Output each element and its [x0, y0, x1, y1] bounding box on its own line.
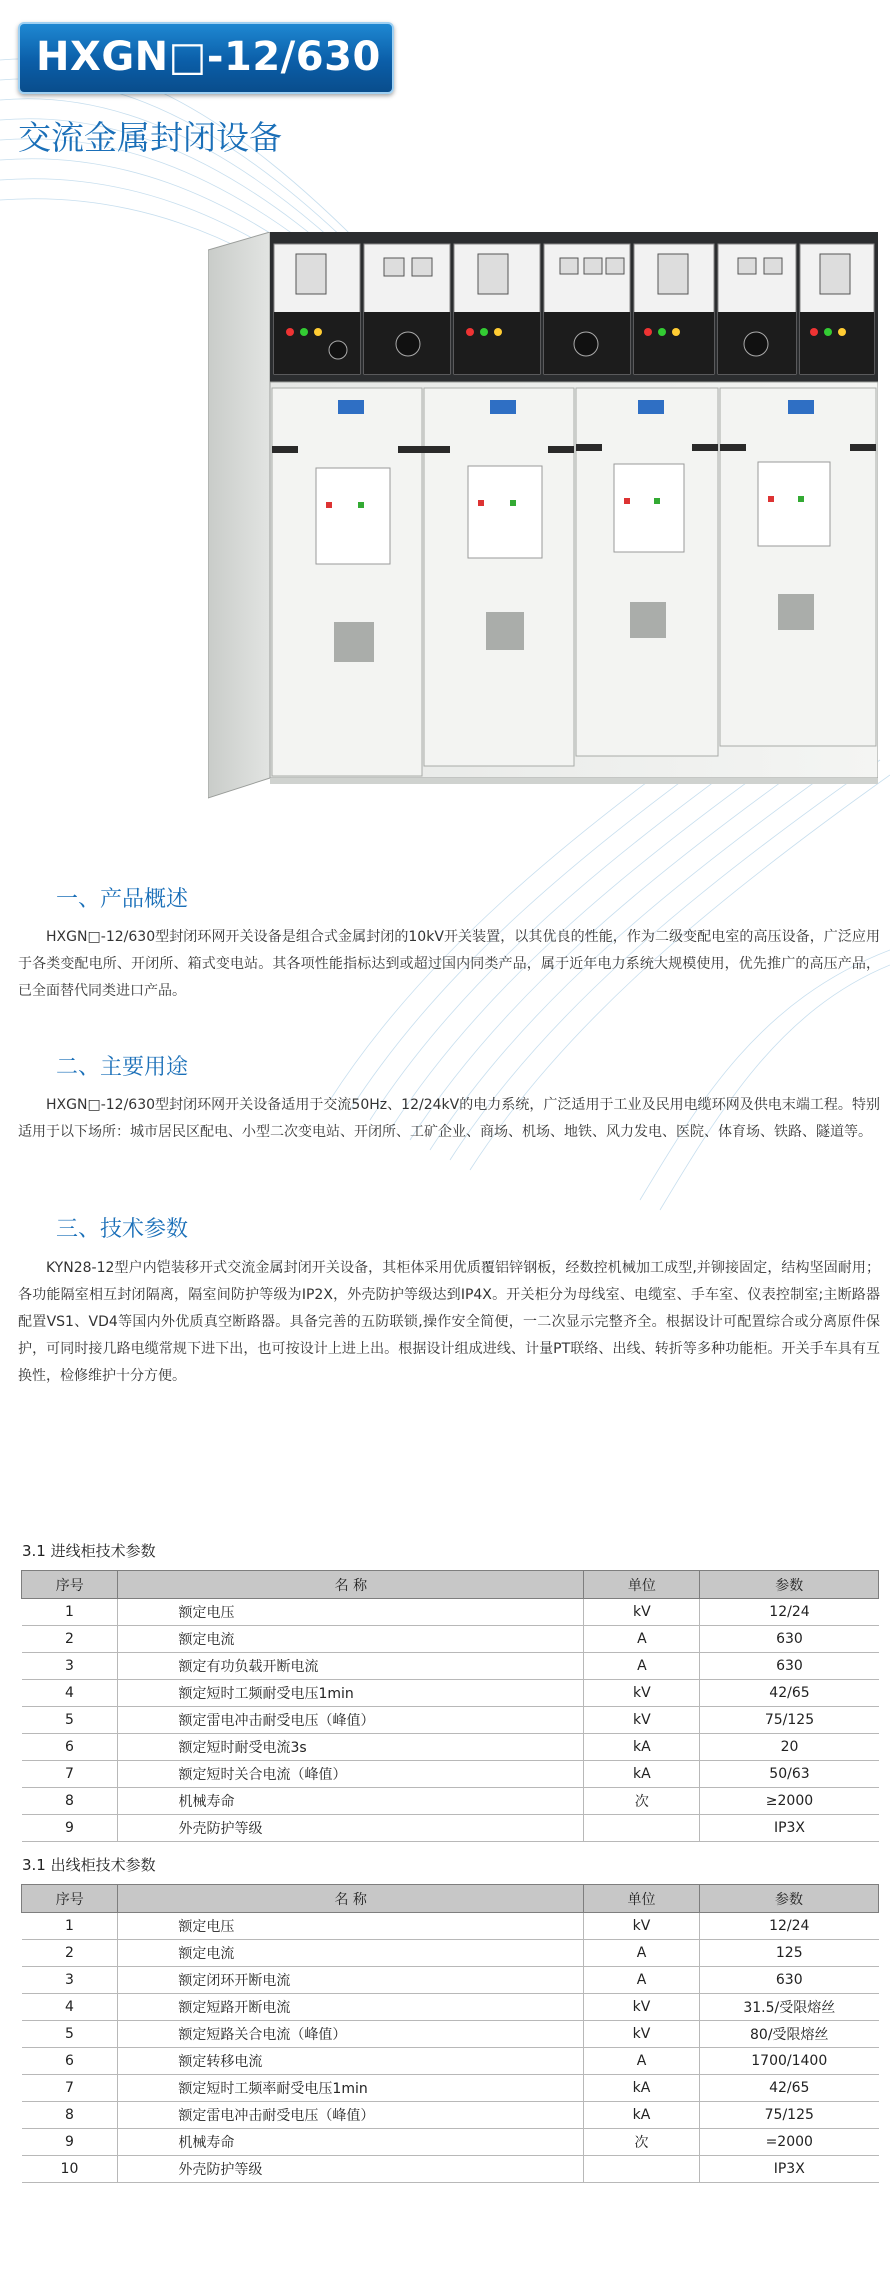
table-row	[22, 1707, 879, 1734]
header-no: 序号	[22, 1571, 118, 1599]
row-unit: A	[584, 1653, 700, 1680]
switchgear-product-image	[208, 232, 878, 810]
table-header-row	[22, 1571, 879, 1599]
row-value: ≥2000	[700, 1788, 879, 1815]
row-number: 8	[22, 2102, 118, 2129]
header-unit: 单位	[584, 1571, 700, 1599]
row-unit: kV	[584, 1994, 700, 2021]
row-unit: kA	[584, 1761, 700, 1788]
table-title-incoming: 3.1 进线柜技术参数	[22, 1542, 156, 1560]
row-value: 80/受限熔丝	[700, 2021, 879, 2048]
section-heading-specs: 三、技术参数	[56, 1217, 189, 1242]
section-text-usage: HXGN□-12/630型封闭环网开关设备适用于交流50Hz、12/24kV的电力系统，广泛适用于工业及民用电缆环网及供电末端工程。特别适用于以下场所：城市居民区配电、小型二次变电站、开闭所、工矿企业、商场、机场、地铁、风力发电、医院、体育场、铁路、隧道等。	[18, 1097, 880, 1140]
table-header-row	[22, 1885, 879, 1913]
row-number: 5	[22, 2021, 118, 2048]
row-name: 外壳防护等级	[118, 2156, 584, 2183]
row-unit: kV	[584, 2021, 700, 2048]
outgoing-spec-table	[21, 1884, 879, 2183]
model-title: HXGN□-12/630	[36, 34, 381, 80]
row-value: 50/63	[700, 1761, 879, 1788]
header-value: 参数	[700, 1885, 879, 1913]
row-name: 外壳防护等级	[118, 1815, 584, 1842]
row-name: 额定有功负载开断电流	[118, 1653, 584, 1680]
table-row	[22, 1626, 879, 1653]
section-text-specs: KYN28-12型户内铠装移开式交流金属封闭开关设备，其柜体采用优质覆铝锌钢板，经数控机械加工成型,并铆接固定，结构坚固耐用；各功能隔室相互封闭隔离，隔室间防护等级为IP2X，外壳防护等级达到IP4X。开关柜分为母线室、电缆室、手车室、仪表控制室;主断路器配置VS1、VD4等国内外优质真空断路器。具备完善的五防联锁,操作安全简便，一二次显示完整齐全。根据设计可配置综合或分离原件保护，可同时接几路电缆常规下进下出，也可按设计上进上出。根据设计组成进线、计量PT联络、出线、转折等多种功能柜。开关手车具有互换性，检修维护十分方便。	[18, 1260, 880, 1384]
incoming-spec-table	[21, 1570, 879, 1842]
row-name: 额定雷电冲击耐受电压（峰值）	[118, 1707, 584, 1734]
table-row	[22, 1761, 879, 1788]
row-unit: kA	[584, 2102, 700, 2129]
table-row	[22, 2156, 879, 2183]
row-number: 10	[22, 2156, 118, 2183]
row-value: 75/125	[700, 1707, 879, 1734]
section-heading-overview: 一、产品概述	[56, 887, 189, 912]
table-row	[22, 1815, 879, 1842]
row-value: 42/65	[700, 1680, 879, 1707]
row-number: 6	[22, 2048, 118, 2075]
row-number: 8	[22, 1788, 118, 1815]
row-name: 机械寿命	[118, 1788, 584, 1815]
row-number: 2	[22, 1626, 118, 1653]
row-value: 12/24	[700, 1913, 879, 1940]
row-name: 额定短时工频耐受电压1min	[118, 1680, 584, 1707]
row-name: 额定转移电流	[118, 2048, 584, 2075]
row-unit: kV	[584, 1680, 700, 1707]
row-value: 75/125	[700, 2102, 879, 2129]
table-row	[22, 2075, 879, 2102]
header-name: 名 称	[118, 1571, 584, 1599]
row-unit: A	[584, 1626, 700, 1653]
row-value: 125	[700, 1940, 879, 1967]
row-value: IP3X	[700, 2156, 879, 2183]
row-name: 额定短时耐受电流3s	[118, 1734, 584, 1761]
table-row	[22, 1788, 879, 1815]
header-name: 名 称	[118, 1885, 584, 1913]
header-unit: 单位	[584, 1885, 700, 1913]
row-name: 额定短路开断电流	[118, 1994, 584, 2021]
table-row	[22, 2048, 879, 2075]
row-number: 4	[22, 1680, 118, 1707]
row-number: 6	[22, 1734, 118, 1761]
table-row	[22, 1994, 879, 2021]
row-value: 1700/1400	[700, 2048, 879, 2075]
row-value: 20	[700, 1734, 879, 1761]
row-number: 1	[22, 1599, 118, 1626]
model-title-badge	[18, 22, 394, 94]
table-row	[22, 1599, 879, 1626]
row-name: 额定电压	[118, 1599, 584, 1626]
row-value: 42/65	[700, 2075, 879, 2102]
row-value: 630	[700, 1967, 879, 1994]
table-row	[22, 2021, 879, 2048]
table-row	[22, 1940, 879, 1967]
row-unit: kV	[584, 1599, 700, 1626]
row-value: =2000	[700, 2129, 879, 2156]
row-number: 9	[22, 1815, 118, 1842]
row-name: 额定雷电冲击耐受电压（峰值）	[118, 2102, 584, 2129]
section-heading-usage: 二、主要用途	[56, 1055, 189, 1080]
row-name: 额定短时关合电流（峰值）	[118, 1761, 584, 1788]
row-value: 630	[700, 1653, 879, 1680]
table-title-outgoing: 3.1 出线柜技术参数	[22, 1856, 156, 1874]
row-value: 630	[700, 1626, 879, 1653]
row-unit	[584, 2156, 700, 2183]
row-number: 7	[22, 2075, 118, 2102]
row-unit: kV	[584, 1913, 700, 1940]
row-value: 31.5/受限熔丝	[700, 1994, 879, 2021]
row-value: 12/24	[700, 1599, 879, 1626]
row-number: 5	[22, 1707, 118, 1734]
header-value: 参数	[700, 1571, 879, 1599]
row-number: 4	[22, 1994, 118, 2021]
row-number: 1	[22, 1913, 118, 1940]
row-value: IP3X	[700, 1815, 879, 1842]
row-name: 额定电流	[118, 1626, 584, 1653]
row-unit: 次	[584, 1788, 700, 1815]
row-name: 机械寿命	[118, 2129, 584, 2156]
row-name: 额定闭环开断电流	[118, 1967, 584, 1994]
row-unit: kA	[584, 1734, 700, 1761]
row-unit: kA	[584, 2075, 700, 2102]
row-number: 9	[22, 2129, 118, 2156]
row-unit: A	[584, 2048, 700, 2075]
row-number: 2	[22, 1940, 118, 1967]
table-row	[22, 1680, 879, 1707]
row-name: 额定短路关合电流（峰值）	[118, 2021, 584, 2048]
table-row	[22, 1734, 879, 1761]
row-name: 额定短时工频率耐受电压1min	[118, 2075, 584, 2102]
table-row	[22, 2102, 879, 2129]
row-name: 额定电压	[118, 1913, 584, 1940]
product-subtitle: 交流金属封闭设备	[18, 118, 282, 157]
row-unit: A	[584, 1967, 700, 1994]
row-number: 3	[22, 1967, 118, 1994]
row-unit	[584, 1815, 700, 1842]
row-name: 额定电流	[118, 1940, 584, 1967]
table-row	[22, 2129, 879, 2156]
header-no: 序号	[22, 1885, 118, 1913]
section-text-overview: HXGN□-12/630型封闭环网开关设备是组合式金属封闭的10kV开关装置，以其优良的性能，作为二级变配电室的高压设备，广泛应用于各类变配电所、开闭所、箱式变电站。其各项性能指标达到或超过国内同类产品，属于近年电力系统大规模使用，优先推广的高压产品，已全面替代同类进口产品。	[18, 929, 880, 999]
table-row	[22, 1653, 879, 1680]
table-row	[22, 1967, 879, 1994]
row-number: 7	[22, 1761, 118, 1788]
row-unit: 次	[584, 2129, 700, 2156]
table-row	[22, 1913, 879, 1940]
row-number: 3	[22, 1653, 118, 1680]
row-unit: A	[584, 1940, 700, 1967]
row-unit: kV	[584, 1707, 700, 1734]
